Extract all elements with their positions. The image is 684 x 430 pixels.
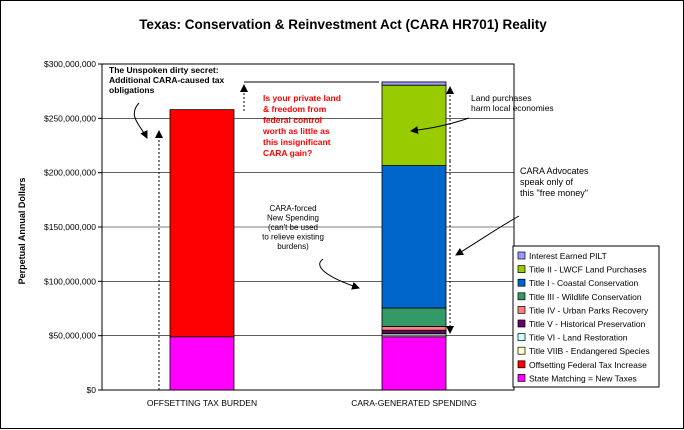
legend-label: State Matching = New Taxes [529,373,637,384]
y-tick-label: $50,000,000 [48,330,96,341]
legend-label: Offsetting Federal Tax Increase [529,359,647,370]
annotation-landpurchases: harm local economies [471,103,554,113]
y-tick-label: $150,000,000 [44,222,96,232]
y-axis-label: Perpetual Annual Dollars [17,177,27,285]
y-tick-label: $250,000,000 [44,113,96,124]
legend-swatch [518,320,525,327]
legend-label: Title II - LWCF Land Purchases [529,264,647,275]
legend-swatch [518,306,525,313]
annotation-forced: to relieve existing [262,232,324,242]
bar-segment-title-ii-lwcf-land-purchases [382,85,446,165]
annotation-secret: obligations [109,85,155,95]
annotation-question: Is your private land [263,93,341,103]
legend-label: Title VIIB - Endangered Species [529,346,650,357]
annotation-question: this insignificant [263,137,331,147]
legend-label: Title IV - Urban Parks Recovery [529,305,649,316]
legend-swatch [518,266,525,273]
legend-swatch [518,361,525,368]
legend-swatch [518,347,525,354]
y-tick-label: $100,000,000 [44,276,96,287]
bar-segment-title-iii-wildlife-conservation [382,308,446,326]
annotation-secret: Additional CARA-caused tax [109,75,225,85]
y-tick-label: $0 [86,385,96,395]
x-tick-label: CARA-GENERATED SPENDING [351,398,477,408]
annotation-forced: CARA-forced [269,204,317,213]
bar-segment-offsetting-federal-tax-increase [170,110,234,337]
annotation-advocates: speak only of [520,177,574,187]
legend-label: Title I - Coastal Conservation [529,278,639,289]
bar-segment-state-matching-new-taxes [170,337,234,390]
bar-segment-title-v-historical-preservation [382,330,446,333]
y-axis [44,59,102,395]
legend-label: Title V - Historical Preservation [529,319,646,329]
y-tick-label: $200,000,000 [44,167,96,178]
legend-swatch [518,252,525,259]
annotation-secret: The Unspoken dirty secret: [109,65,219,75]
legend-label: Title VI - Land Restoration [529,332,628,343]
legend-swatch [518,279,525,286]
bar-segment-interest-earned-pilt [382,82,446,85]
x-axis [147,398,477,408]
bar-segment-title-iv-urban-parks-recovery [382,326,446,330]
annotation-question: federal control [263,115,323,125]
annotation-question: & freedom from [263,104,327,114]
legend-label: Title III - Wildlife Conservation [529,291,642,302]
annotation-question: worth as little as [263,126,330,136]
annotation-landpurchases: Land purchases [471,93,532,103]
legend-swatch [518,374,525,381]
legend-swatch [518,293,525,300]
y-tick-label: $300,000,000 [44,59,96,69]
annotation-forced: (can't be used [267,223,319,232]
annotation-forced: New Spending [266,213,320,223]
chart [1,1,684,430]
bar-segment-title-i-coastal-conservation [382,166,446,308]
x-tick-label: OFFSETTING TAX BURDEN [146,398,258,408]
annotation-advocates: this "free money" [520,188,588,198]
annotation-forced: burdens) [277,242,309,251]
chart-title: Texas: Conservation & Reinvestment Act (CARA HR701) Reality [139,17,547,32]
legend-label: Interest Earned PILT [529,251,607,261]
annotation-advocates: CARA Advocates [520,166,589,176]
annotation-question: CARA gain? [263,148,313,158]
legend-swatch [518,334,525,341]
bar-segment-state-matching-new-taxes [382,337,446,390]
